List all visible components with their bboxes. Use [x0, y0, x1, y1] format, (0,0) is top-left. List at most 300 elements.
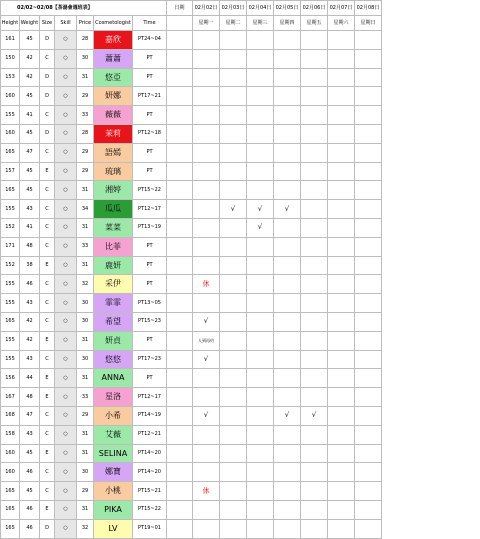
cosmetologist-cell [94, 275, 133, 294]
day-cell [220, 350, 247, 369]
day-cell [274, 331, 301, 350]
cell-height: 168 [1, 406, 20, 425]
day-cell [301, 519, 328, 538]
day-cell [301, 500, 328, 519]
table-row [1, 331, 382, 350]
table-row [1, 275, 382, 294]
cell-price: 28 [77, 31, 94, 50]
weekday-header: 星期日 [355, 16, 382, 31]
cell-height: 157 [1, 162, 20, 181]
cell-spacer [167, 124, 193, 143]
day-cell [247, 331, 274, 350]
day-cell [274, 425, 301, 444]
cell-weight: 48 [20, 237, 40, 256]
day-cell: √ [193, 406, 220, 425]
weekday-header: 星期四 [274, 16, 301, 31]
cosmetologist-name: 湘婷 [105, 185, 121, 195]
cell-time: PT12~18 [133, 124, 167, 143]
cosmetologist-name: 小希 [105, 410, 121, 420]
day-cell [355, 331, 382, 350]
cosmetologist-name: 語嫣 [105, 147, 121, 157]
day-cell [274, 350, 301, 369]
date-header: 02月02日 [193, 1, 220, 16]
day-cell [328, 294, 355, 313]
cell-skill: ○ [55, 200, 77, 219]
cell-price: 31 [77, 500, 94, 519]
cosmetologist-cell [94, 463, 133, 482]
cell-size: C [40, 463, 55, 482]
cell-weight: 46 [20, 500, 40, 519]
cosmetologist-name: LV [108, 523, 118, 533]
day-cell [220, 444, 247, 463]
cell-skill: ○ [55, 519, 77, 538]
cell-size: E [40, 444, 55, 463]
cell-price: 31 [77, 218, 94, 237]
day-cell [193, 162, 220, 181]
day-cell [274, 256, 301, 275]
day-cell [274, 463, 301, 482]
day-cell [220, 162, 247, 181]
day-cell [247, 406, 274, 425]
cell-weight: 43 [20, 200, 40, 219]
cell-spacer [167, 331, 193, 350]
table-row [1, 200, 382, 219]
day-cell [274, 294, 301, 313]
cell-height: 155 [1, 294, 20, 313]
cell-spacer [167, 106, 193, 125]
table-row [1, 143, 382, 162]
day-cell [220, 312, 247, 331]
cell-height: 160 [1, 463, 20, 482]
day-cell [301, 331, 328, 350]
day-cell [328, 425, 355, 444]
cell-size: E [40, 500, 55, 519]
cosmetologist-name: SELINA [98, 448, 128, 458]
cosmetologist-cell [94, 181, 133, 200]
cell-skill: ○ [55, 218, 77, 237]
day-cell [328, 124, 355, 143]
cell-weight: 42 [20, 312, 40, 331]
cell-height: 160 [1, 87, 20, 106]
cell-spacer [167, 31, 193, 50]
day-cell [247, 519, 274, 538]
cell-skill: ○ [55, 275, 77, 294]
cell-time: PT15~22 [133, 500, 167, 519]
day-cell [220, 369, 247, 388]
day-cell [355, 519, 382, 538]
table-row [1, 463, 382, 482]
date-header: 02月07日 [328, 1, 355, 16]
table-row [1, 218, 382, 237]
cell-size: E [40, 331, 55, 350]
cell-price: 30 [77, 350, 94, 369]
cell-skill: ○ [55, 237, 77, 256]
cell-spacer [167, 482, 193, 501]
day-cell [274, 31, 301, 50]
cell-size: D [40, 519, 55, 538]
column-header-spacer [167, 16, 193, 31]
day-cell [193, 294, 220, 313]
cell-weight: 42 [20, 49, 40, 68]
day-cell [355, 200, 382, 219]
day-cell [220, 275, 247, 294]
day-cell [247, 369, 274, 388]
cell-size: E [40, 369, 55, 388]
column-header-row [1, 16, 382, 31]
day-cell [193, 68, 220, 87]
day-cell [301, 124, 328, 143]
cell-size: D [40, 31, 55, 50]
day-cell [247, 294, 274, 313]
day-cell [328, 312, 355, 331]
day-cell [220, 256, 247, 275]
cell-height: 155 [1, 331, 20, 350]
table-row [1, 87, 382, 106]
cell-spacer [167, 68, 193, 87]
cell-spacer [167, 181, 193, 200]
day-cell [301, 49, 328, 68]
cell-time: PT [133, 143, 167, 162]
cosmetologist-name: 小桃 [105, 486, 121, 496]
cell-price: 30 [77, 294, 94, 313]
cell-time: PT13~19 [133, 218, 167, 237]
cell-time: PT17~21 [133, 87, 167, 106]
day-cell [247, 106, 274, 125]
day-cell [328, 482, 355, 501]
cell-spacer [167, 256, 193, 275]
cosmetologist-cell [94, 162, 133, 181]
day-cell [328, 463, 355, 482]
cell-spacer [167, 237, 193, 256]
day-cell [328, 406, 355, 425]
table-row [1, 162, 382, 181]
day-cell [274, 500, 301, 519]
cell-price: 29 [77, 482, 94, 501]
cosmetologist-cell [94, 500, 133, 519]
day-cell [301, 444, 328, 463]
day-cell [355, 500, 382, 519]
cell-weight: 45 [20, 87, 40, 106]
day-cell [274, 275, 301, 294]
day-cell [220, 425, 247, 444]
cell-spacer [167, 87, 193, 106]
cell-spacer [167, 463, 193, 482]
cell-size: C [40, 200, 55, 219]
day-cell [328, 87, 355, 106]
table-row [1, 312, 382, 331]
weekday-header: 星期三 [247, 16, 274, 31]
cell-time: PT [133, 162, 167, 181]
cell-height: 160 [1, 124, 20, 143]
cell-skill: ○ [55, 256, 77, 275]
cosmetologist-name: 艾薇 [105, 429, 121, 439]
day-cell [328, 181, 355, 200]
day-cell [247, 388, 274, 407]
cell-time: PT [133, 256, 167, 275]
cell-spacer [167, 49, 193, 68]
column-header-skill: Skill [55, 16, 77, 31]
table-row [1, 49, 382, 68]
cell-size: C [40, 218, 55, 237]
day-cell [247, 256, 274, 275]
cell-size: D [40, 124, 55, 143]
cosmetologist-name: 薇薇 [105, 110, 121, 120]
table-row [1, 106, 382, 125]
cell-price: 31 [77, 68, 94, 87]
cell-price: 32 [77, 519, 94, 538]
cell-price: 29 [77, 143, 94, 162]
cell-time: PT17~23 [133, 350, 167, 369]
day-cell [247, 143, 274, 162]
day-cell [355, 256, 382, 275]
cosmetologist-cell [94, 87, 133, 106]
day-cell [328, 237, 355, 256]
cell-skill: ○ [55, 143, 77, 162]
cell-size: C [40, 312, 55, 331]
day-cell [328, 68, 355, 87]
date-header: 02月03日 [220, 1, 247, 16]
cell-size: C [40, 275, 55, 294]
day-cell [328, 331, 355, 350]
cell-size: C [40, 143, 55, 162]
day-cell [274, 369, 301, 388]
day-cell: √ [220, 200, 247, 219]
day-cell [355, 68, 382, 87]
day-cell [355, 294, 382, 313]
cell-price: 32 [77, 275, 94, 294]
cell-size: C [40, 49, 55, 68]
cell-time: PT14~20 [133, 444, 167, 463]
table-row [1, 444, 382, 463]
day-cell [220, 124, 247, 143]
cell-weight: 47 [20, 406, 40, 425]
day-cell [301, 106, 328, 125]
day-cell [247, 181, 274, 200]
day-cell [355, 124, 382, 143]
day-cell [247, 350, 274, 369]
day-cell [247, 425, 274, 444]
cell-weight: 41 [20, 218, 40, 237]
cell-price: 31 [77, 444, 94, 463]
day-cell [193, 124, 220, 143]
day-cell [301, 87, 328, 106]
cell-size: C [40, 482, 55, 501]
cosmetologist-cell [94, 388, 133, 407]
cell-spacer [167, 218, 193, 237]
cell-spacer [167, 388, 193, 407]
day-cell [355, 275, 382, 294]
cosmetologist-name: 悠悠 [105, 354, 121, 364]
cosmetologist-name: 菜菜 [105, 222, 121, 232]
table-row [1, 369, 382, 388]
cell-weight: 42 [20, 68, 40, 87]
cosmetologist-name: PIKA [104, 504, 122, 514]
day-cell [220, 406, 247, 425]
day-cell [274, 388, 301, 407]
cell-price: 33 [77, 237, 94, 256]
table-row [1, 68, 382, 87]
day-cell [274, 218, 301, 237]
cell-size: C [40, 294, 55, 313]
weekday-header: 星期二 [220, 16, 247, 31]
cell-price: 29 [77, 162, 94, 181]
day-cell [301, 256, 328, 275]
day-cell [247, 482, 274, 501]
cell-size: C [40, 425, 55, 444]
day-cell [193, 200, 220, 219]
cosmetologist-name: 瓜瓜 [105, 204, 121, 214]
cell-skill: ○ [55, 294, 77, 313]
day-cell [247, 275, 274, 294]
day-cell: √ [274, 406, 301, 425]
day-cell [301, 482, 328, 501]
day-cell [220, 181, 247, 200]
cell-size: C [40, 181, 55, 200]
cell-height: 165 [1, 500, 20, 519]
cell-price: 34 [77, 200, 94, 219]
cosmetologist-cell [94, 350, 133, 369]
cell-height: 156 [1, 369, 20, 388]
cell-skill: ○ [55, 124, 77, 143]
cell-skill: ○ [55, 68, 77, 87]
cosmetologist-cell [94, 31, 133, 50]
table-row [1, 256, 382, 275]
cell-size: C [40, 106, 55, 125]
column-header-time: Time [133, 16, 167, 31]
day-cell [220, 237, 247, 256]
day-cell [247, 31, 274, 50]
day-cell [193, 181, 220, 200]
day-cell [355, 31, 382, 50]
cell-size: E [40, 388, 55, 407]
cosmetologist-name: ANNA [101, 373, 125, 383]
cosmetologist-name: 比菲 [105, 241, 121, 251]
day-cell [328, 275, 355, 294]
cell-skill: ○ [55, 463, 77, 482]
day-cell: √ [193, 312, 220, 331]
column-header-cosmetologist: Cosmetologist [94, 16, 133, 31]
day-cell [220, 331, 247, 350]
day-cell [220, 519, 247, 538]
day-cell [301, 388, 328, 407]
weekday-header: 星期五 [301, 16, 328, 31]
cosmetologist-name: 鹿妍 [105, 260, 121, 270]
day-cell: √ [247, 200, 274, 219]
cosmetologist-cell [94, 106, 133, 125]
date-header: 02月05日 [274, 1, 301, 16]
day-cell [274, 68, 301, 87]
column-header-weight: Weight [20, 16, 40, 31]
cosmetologist-name: 霏霏 [105, 298, 121, 308]
cell-height: 161 [1, 31, 20, 50]
cell-height: 150 [1, 49, 20, 68]
day-cell [301, 31, 328, 50]
cell-skill: ○ [55, 106, 77, 125]
day-cell [301, 218, 328, 237]
day-cell [274, 519, 301, 538]
cell-size: C [40, 237, 55, 256]
day-cell: √ [301, 406, 328, 425]
day-cell [301, 200, 328, 219]
cell-height: 167 [1, 388, 20, 407]
cell-spacer [167, 312, 193, 331]
cell-skill: ○ [55, 181, 77, 200]
table-row [1, 406, 382, 425]
day-cell [355, 87, 382, 106]
cell-weight: 43 [20, 294, 40, 313]
cell-skill: ○ [55, 312, 77, 331]
day-cell [220, 143, 247, 162]
column-header-size: Size [40, 16, 55, 31]
table-row [1, 500, 382, 519]
cell-weight: 44 [20, 369, 40, 388]
cell-time: PT [133, 237, 167, 256]
weekday-header: 星期一 [193, 16, 220, 31]
cosmetologist-name: 妍貞 [105, 335, 121, 345]
day-cell [274, 143, 301, 162]
cell-price: 33 [77, 106, 94, 125]
day-cell [220, 294, 247, 313]
day-cell [301, 68, 328, 87]
cell-height: 152 [1, 218, 20, 237]
day-cell [247, 87, 274, 106]
day-cell [247, 500, 274, 519]
table-row [1, 425, 382, 444]
cell-weight: 47 [20, 143, 40, 162]
day-cell [193, 106, 220, 125]
cell-time: PT15~23 [133, 312, 167, 331]
cosmetologist-cell [94, 331, 133, 350]
cell-spacer [167, 200, 193, 219]
cell-skill: ○ [55, 87, 77, 106]
day-cell [220, 218, 247, 237]
day-cell [274, 106, 301, 125]
day-cell [328, 444, 355, 463]
cosmetologist-name: 星洛 [105, 392, 121, 402]
cell-height: 155 [1, 200, 20, 219]
day-cell [355, 388, 382, 407]
day-cell: √ [193, 350, 220, 369]
day-cell [355, 181, 382, 200]
cell-weight: 38 [20, 256, 40, 275]
cell-spacer [167, 294, 193, 313]
day-cell [193, 519, 220, 538]
cell-time: PT15~21 [133, 482, 167, 501]
cell-height: 171 [1, 237, 20, 256]
cosmetologist-cell [94, 406, 133, 425]
cell-spacer [167, 519, 193, 538]
cell-time: PT12~17 [133, 200, 167, 219]
title-row [1, 1, 382, 16]
cell-time: PT24~04 [133, 31, 167, 50]
cell-time: PT13~05 [133, 294, 167, 313]
day-cell [301, 181, 328, 200]
day-cell [355, 237, 382, 256]
day-cell [220, 482, 247, 501]
cell-time: PT12~17 [133, 388, 167, 407]
cell-price: 30 [77, 463, 94, 482]
cell-height: 165 [1, 312, 20, 331]
cosmetologist-cell [94, 444, 133, 463]
cell-weight: 45 [20, 482, 40, 501]
day-cell [301, 463, 328, 482]
day-cell [193, 143, 220, 162]
day-cell [355, 106, 382, 125]
cell-skill: ○ [55, 425, 77, 444]
cell-skill: ○ [55, 162, 77, 181]
cosmetologist-cell [94, 124, 133, 143]
day-cell [328, 106, 355, 125]
